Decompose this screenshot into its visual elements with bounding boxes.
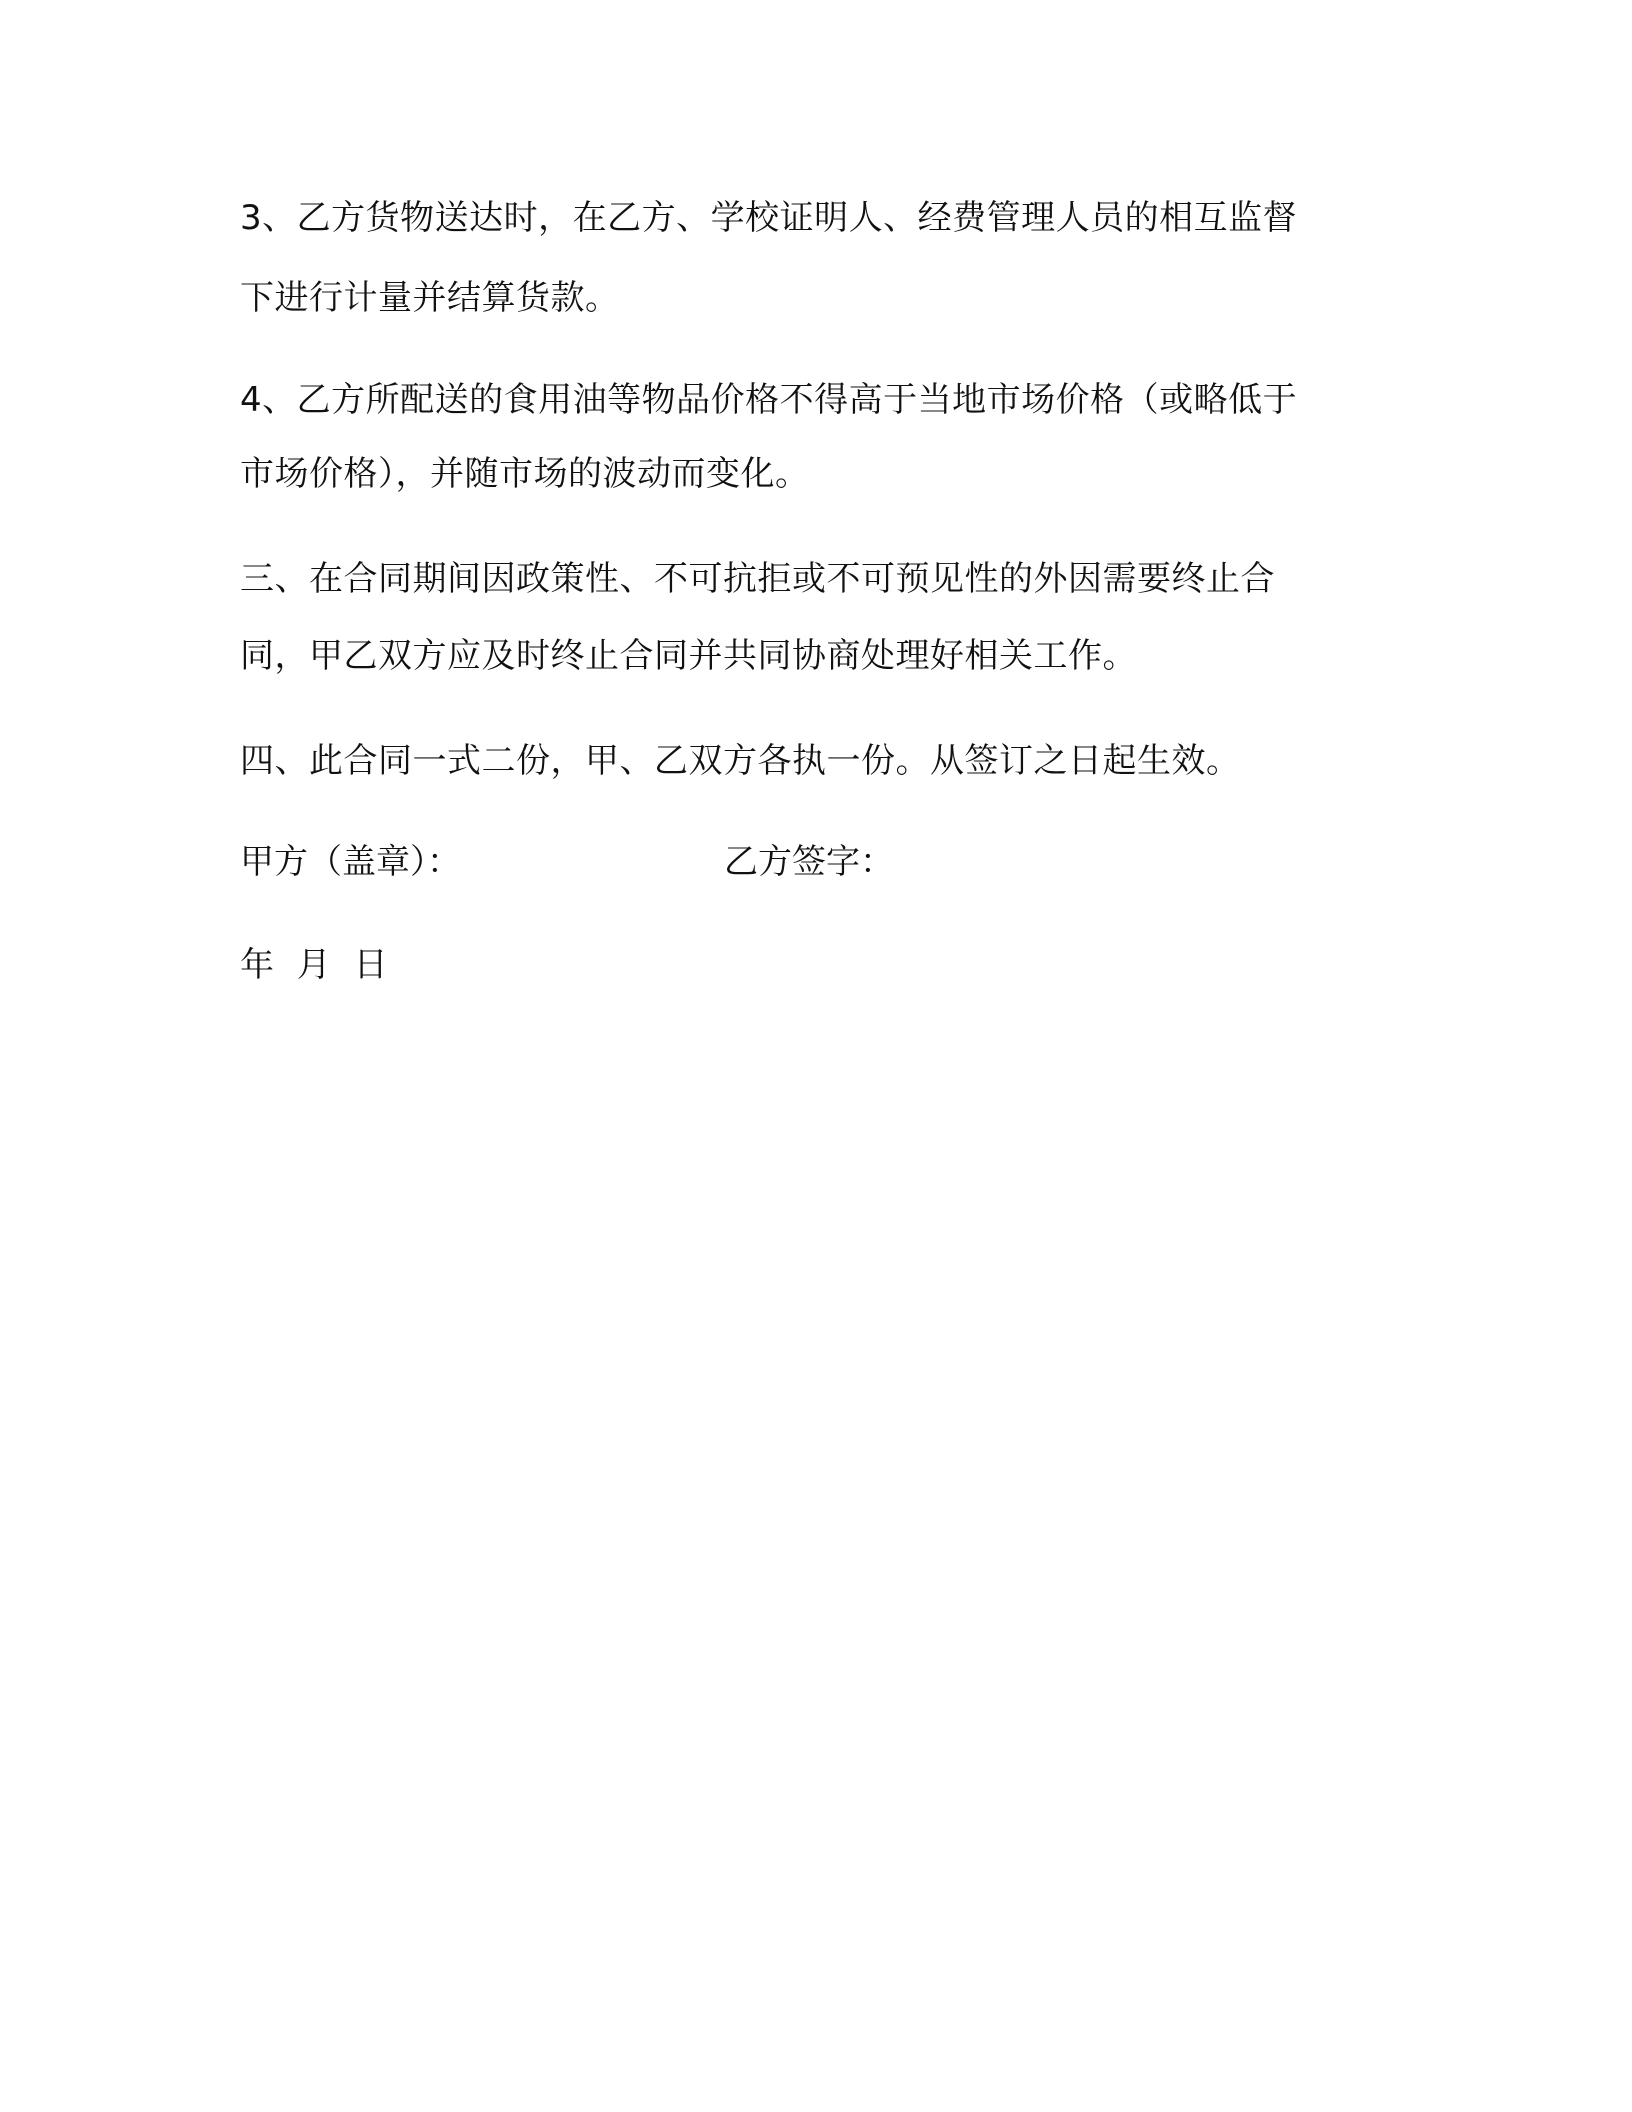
party-b-signature-label: 乙方签字： [724, 842, 894, 882]
signature-row [240, 838, 1340, 886]
clause-3-line-2: 下进行计量并结算货款。 [240, 278, 620, 318]
clause-4-line-1: 4、乙方所配送的食用油等物品价格不得高于当地市场价格（或略低于 [240, 380, 1298, 420]
section-3-line-1: 三、在合同期间因政策性、不可抗拒或不可预见性的外因需要终止合 [240, 559, 1275, 599]
section-3-line-2: 同，甲乙双方应及时终止合同并共同协商处理好相关工作。 [240, 636, 1137, 676]
date-line: 年 月 日 [240, 945, 394, 985]
clause-4-line-2: 市场价格），并随市场的波动而变化。 [240, 454, 810, 494]
party-a-seal-label: 甲方（盖章）： [240, 842, 461, 882]
section-4-line: 四、此合同一式二份，甲、乙双方各执一份。从签订之日起生效。 [240, 741, 1241, 781]
clause-3-line-1: 3、乙方货物送达时，在乙方、学校证明人、经费管理人员的相互监督 [240, 198, 1298, 238]
